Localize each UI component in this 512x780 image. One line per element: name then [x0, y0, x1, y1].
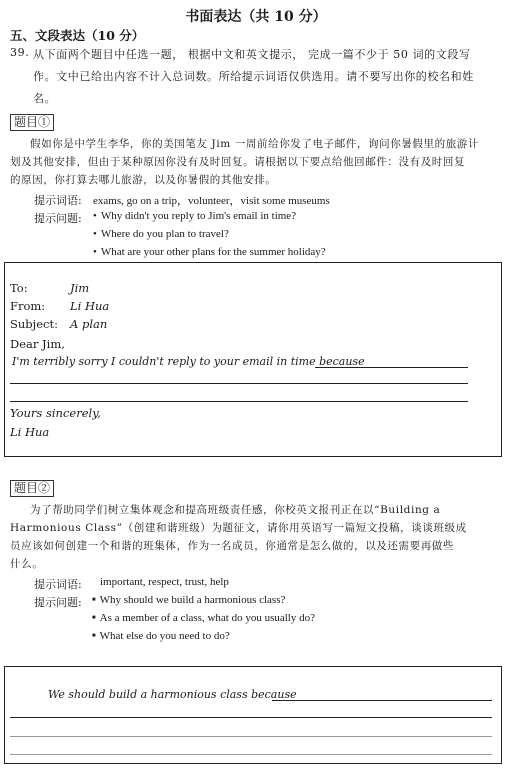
topic2-desc-line-1: 为了帮助同学们树立集体观念和提高班级责任感，你校英文报刊正在以“Building a — [30, 504, 441, 516]
letter-to-value: Jim — [70, 281, 90, 295]
letter-writing-line-3[interactable] — [10, 401, 468, 402]
topic2-hint-words-label: 提示词语: — [34, 578, 82, 591]
topic2-answer-box — [4, 666, 502, 764]
page-title: 书面表达（共 10 分） — [185, 9, 327, 25]
question-number: 39. — [10, 46, 30, 59]
letter-from-value: Li Hua — [70, 299, 110, 313]
letter-writing-line-2[interactable] — [10, 383, 468, 384]
topic1-label: 题目① — [10, 114, 54, 131]
letter-signature: Li Hua — [10, 425, 50, 439]
topic2-desc-line-3: 员应该如何创建一个和谐的班集体，作为一名成员，你通常是怎么做的，以及还需要再做些 — [10, 540, 454, 552]
topic2-hint-questions-label: 提示问题: — [34, 596, 82, 609]
topic2-opening: We should build a harmonious class because — [48, 688, 297, 701]
topic2-writing-line-2[interactable] — [10, 717, 492, 718]
topic2-writing-line-4[interactable] — [10, 754, 492, 755]
topic1-desc-line-3: 的原因，你打算去哪儿旅游，以及你暑假的其他安排。 — [10, 174, 277, 186]
topic2-hint-words: important, respect, trust, help — [100, 576, 229, 588]
letter-to-label: To: — [10, 281, 28, 295]
topic1-hint-questions-label: 提示问题: — [34, 212, 82, 225]
topic1-hint-question-3: • What are your other plans for the summer holiday? — [93, 246, 326, 258]
letter-writing-line-1[interactable] — [315, 367, 468, 368]
topic2-writing-line-1[interactable] — [272, 700, 492, 701]
topic1-hint-words: exams, go on a trip，volunteer，visit some museums — [93, 195, 330, 207]
topic1-desc-line-2: 划及其他安排，但由于某种原因你没有及时回复。请根据以下要点给他回邮件：没有及时回复 — [10, 156, 466, 168]
instruction-line-2: 作。文中已给出内容不计入总词数。所给提示词语仅供选用。请不要写出你的校名和姓 — [33, 70, 474, 83]
letter-opening: I'm terribly sorry I couldn't reply to your email in time because — [12, 355, 365, 368]
letter-greeting: Dear Jim, — [10, 337, 65, 351]
topic1-hint-words-label: 提示词语: — [34, 194, 82, 207]
topic1-hint-question-1: • Why didn't you reply to Jim's email in time? — [93, 210, 296, 222]
topic1-hint-question-2: • Where do you plan to travel? — [93, 228, 229, 240]
topic2-hint-question-1: ■ Why should we build a harmonious class? — [92, 594, 285, 606]
topic2-desc-line-4: 什么。 — [10, 558, 44, 570]
topic2-desc-line-2: Harmonious Class”（创建和谐班级）为题征文，请你用英语写一篇短文投稿，谈谈班级成 — [10, 522, 467, 534]
topic2-hint-question-3: ■ What else do you need to do? — [92, 630, 230, 642]
topic2-hint-question-2: ■ As a member of a class, what do you usually do? — [92, 612, 315, 624]
letter-subject-label: Subject: — [10, 317, 58, 331]
topic1-desc-line-1: 假如你是中学生李华，你的美国笔友 Jim 一周前给你发了电子邮件，询问你暑假里的旅游计 — [30, 138, 479, 150]
topic2-label: 题目② — [10, 480, 54, 497]
topic2-writing-line-3[interactable] — [10, 736, 492, 737]
letter-closing: Yours sincerely, — [10, 406, 101, 420]
instruction-line-1: 从下面两个题目中任选一题， 根据中文和英文提示， 完成一篇不少于 50 词的文段写 — [33, 48, 471, 61]
section-heading: 五、文段表达（10 分） — [10, 28, 145, 43]
letter-from-label: From: — [10, 299, 46, 313]
instruction-line-3: 名。 — [33, 92, 57, 105]
letter-subject-value: A plan — [70, 317, 108, 331]
